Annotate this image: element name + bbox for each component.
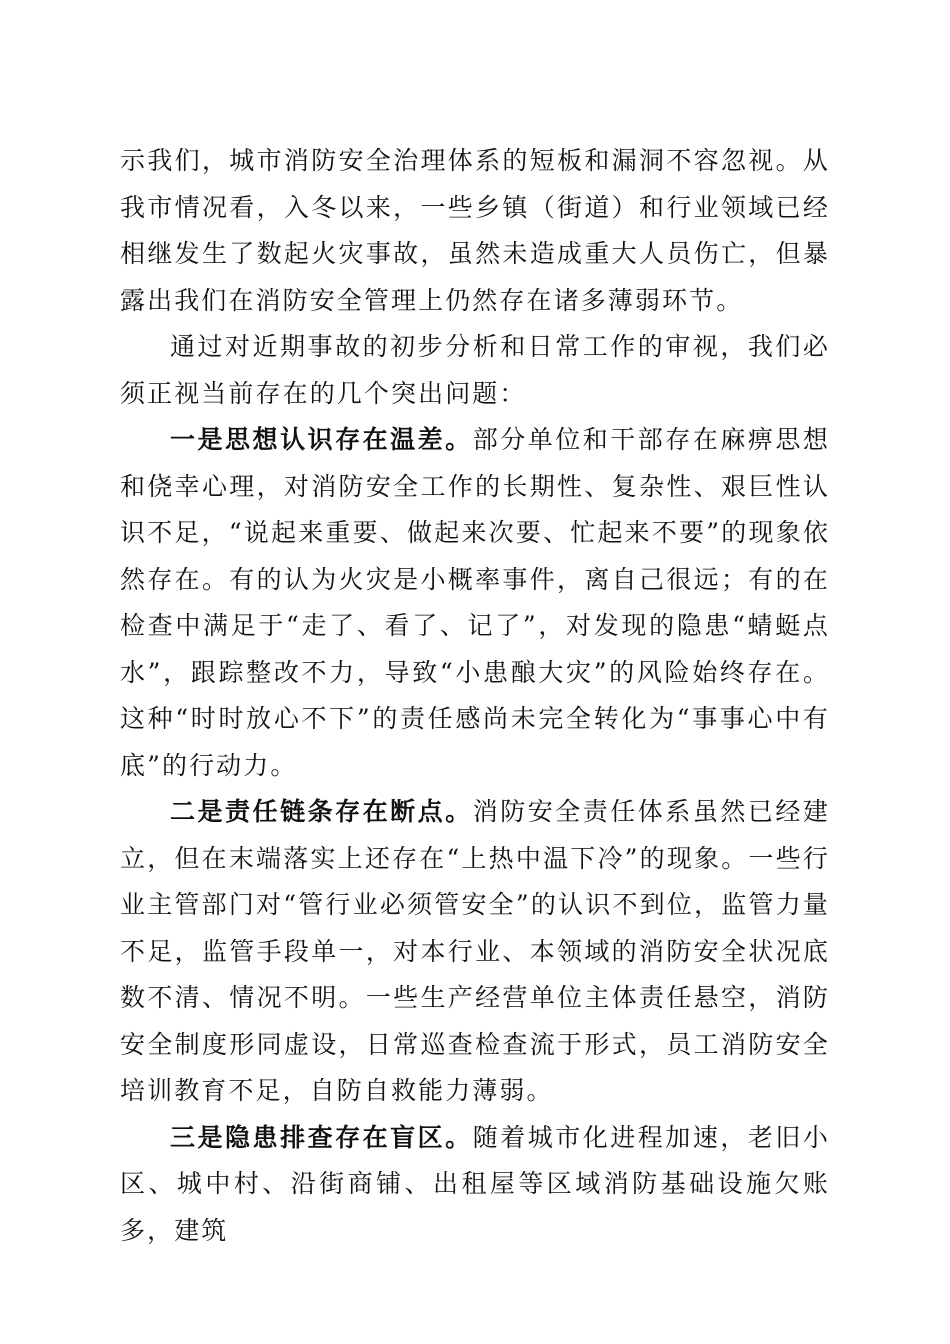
- paragraph-text: 部分单位和干部存在麻痹思想和侥幸心理，对消防安全工作的长期性、复杂性、艰巨性认识不足，“说起来重要、做起来次要、忙起来不要”的现象依然存在。有的认为火灾是小概率事件，离自己很远；有的在检查中满足于“走了、看了、记了”，对发现的隐患“蜻蜓点水”，跟踪整改不力，导致“小患酿大灾”的风险始终存在。这种“时时放心不下”的责任感尚未完全转化为“事事心中有底”的行动力。: [120, 425, 830, 780]
- document-page: [120, 138, 830, 1254]
- paragraph-text: 示我们，城市消防安全治理体系的短板和漏洞不容忽视。从我市情况看，入冬以来，一些乡镇（街道）和行业领域已经相继发生了数起火灾事故，虽然未造成重大人员伤亡，但暴露出我们在消防安全管理上仍然存在诸多薄弱环节。: [120, 146, 830, 315]
- paragraph-point-3: [120, 1115, 830, 1255]
- paragraph-point-2: [120, 789, 830, 1115]
- paragraph-text: 随着城市化进程加速，老旧小区、城中村、沿街商铺、出租屋等区域消防基础设施欠账多，建筑: [120, 1122, 830, 1245]
- paragraph-text: 消防安全责任体系虽然已经建立，但在末端落实上还存在“上热中温下冷”的现象。一些行业主管部门对“管行业必须管安全”的认识不到位，监管力量不足，监管手段单一，对本行业、本领域的消防安全状况底数不清、情况不明。一些生产经营单位主体责任悬空，消防安全制度形同虚设，日常巡查检查流于形式，员工消防安全培训教育不足，自防自救能力薄弱。: [120, 797, 830, 1105]
- paragraph-intro: [120, 324, 830, 417]
- paragraph-lead: 一是思想认识存在温差。: [170, 425, 473, 454]
- paragraph-lead: 二是责任链条存在断点。: [170, 797, 473, 826]
- paragraph-lead: 三是隐患排查存在盲区。: [170, 1122, 473, 1152]
- paragraph-text: 通过对近期事故的初步分析和日常工作的审视，我们必须正视当前存在的几个突出问题：: [120, 332, 830, 408]
- paragraph-point-1: [120, 417, 830, 789]
- paragraph-continuation: [120, 138, 830, 324]
